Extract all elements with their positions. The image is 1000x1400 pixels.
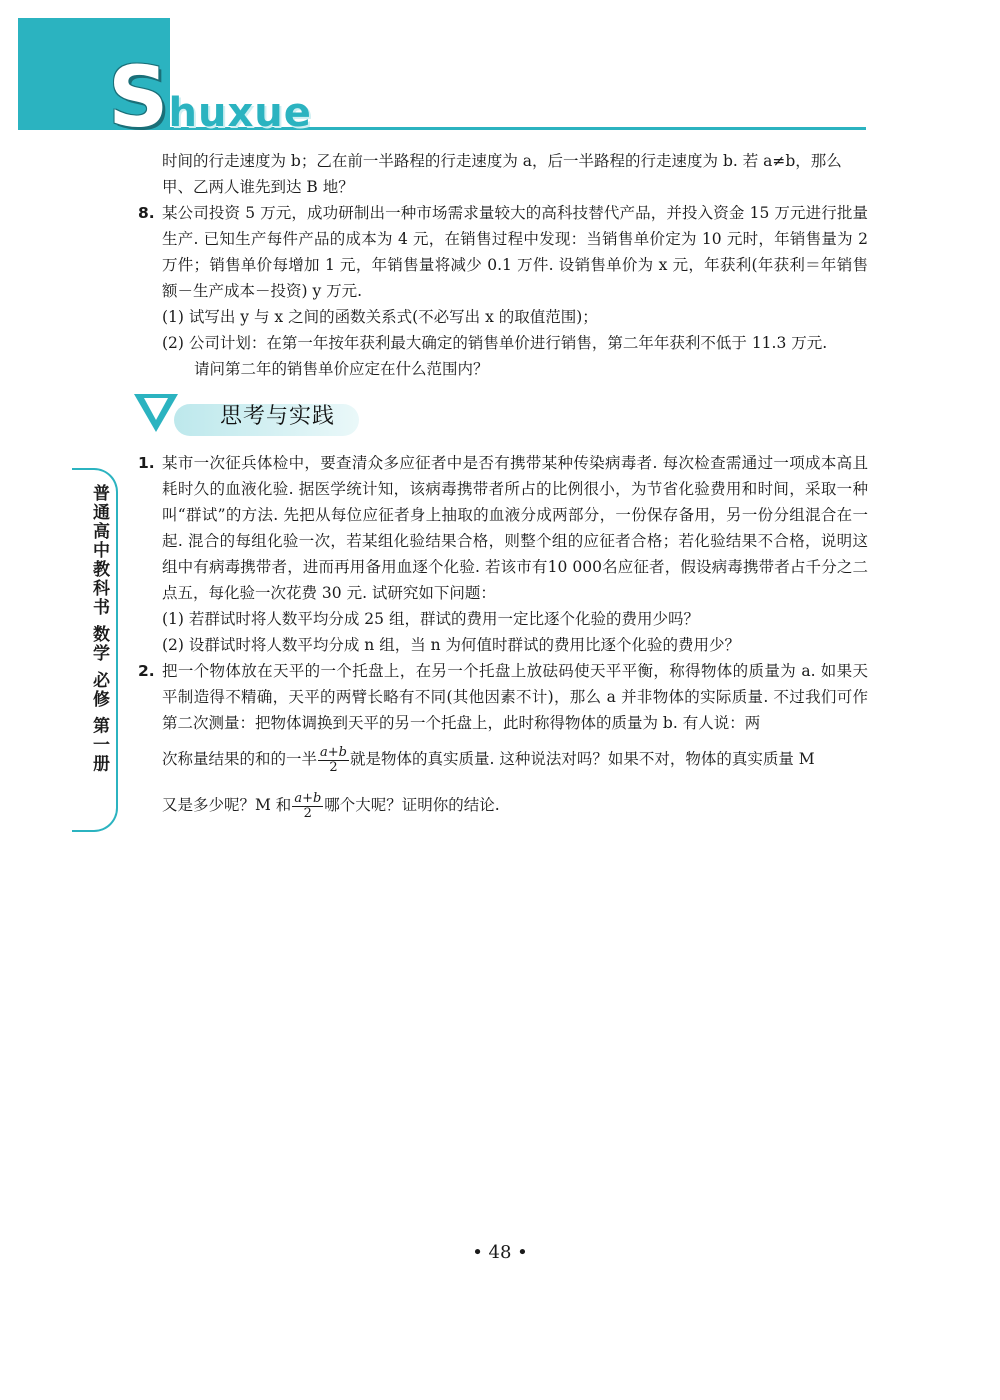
practice-text: 把一个物体放在天平的一个托盘上，在另一个托盘上放砝码使天平平衡，称得物体的质量为 a. 如果天平制造得不精确，天平的两臂长略有不同(其他因素不计)，那么 a 并非物体的实际质量. 不过我们可作第二次测量：把物体调换到天平的另一个托盘上，此时称得物体的质量为 b. 有人说：两: [162, 662, 868, 732]
main-content: [140, 148, 868, 828]
section-title: 思考与实践: [220, 404, 336, 429]
practice-2-line-b-end: 哪个大呢？证明你的结论.: [324, 796, 500, 814]
exercise-8-sub-2-cont: 请问第二年的销售单价应定在什么范围内？: [194, 360, 489, 378]
practice-2-line-a: [140, 736, 868, 782]
exercise-8-sub-2: (2) 公司计划：在第一年按年获利最大确定的销售单价进行销售，第二年年获利不低于 11.3 万元.: [162, 334, 828, 352]
fraction-numerator: a+b: [294, 790, 322, 806]
exercise-text: 某公司投资 5 万元，成功研制出一种市场需求量较大的高科技替代产品，并投入资金 15 万元进行批量生产. 已知生产每件产品的成本为 4 元，在销售过程中发现：当销售单价定为 10 元时，年销售量为 2 万件；销售单价每增加 1 元，年销售量将减少 0.1 万件. 设销售单价为 x 元，年获利(年获利＝年销售额－生产成本－投资) y 万元.: [162, 204, 868, 300]
sidebar-book-title: 普通高中教科书 数学 必修 第一册: [89, 484, 109, 774]
practice-2-line-a-start: 次称量结果的和的一半: [162, 750, 318, 768]
fraction-denominator: 2: [303, 805, 312, 821]
fraction-numerator: a+b: [320, 744, 347, 760]
practice-2-line-b: [140, 782, 868, 828]
practice-1-sub-1: (1) 若群试时将人数平均分成 25 组，群试的费用一定比逐个化验的费用少吗？: [162, 610, 699, 628]
logo-text: huxue: [168, 90, 312, 136]
page-number: • 48 •: [472, 1242, 528, 1263]
logo-letter-s: S: [108, 48, 169, 146]
banner-triangle-inner-icon: [144, 398, 168, 420]
fraction-denominator: 2: [329, 759, 338, 775]
practice-1: [140, 450, 868, 606]
practice-number: 2.: [138, 662, 155, 680]
exercise-number: 8.: [138, 204, 155, 222]
fraction-a-plus-b-over-2: [318, 746, 349, 775]
practice-2: [140, 658, 868, 736]
exercise-8-sub-1: (1) 试写出 y 与 x 之间的函数关系式(不必写出 x 的取值范围)；: [162, 308, 598, 326]
section-banner: [134, 394, 374, 440]
practice-1-sub-2: (2) 设群试时将人数平均分成 n 组，当 n 为何值时群试的费用比逐个化验的费用少？: [162, 636, 741, 654]
shuxue-logo: [108, 48, 312, 146]
practice-2-line-b-start: 又是多少呢？M 和: [162, 796, 292, 814]
fraction-a-plus-b-over-2: [292, 792, 323, 821]
prev-question-continuation-1: 时间的行走速度为 b；乙在前一半路程的行走速度为 a，后一半路程的行走速度为 b. 若 a≠b，那么: [162, 152, 842, 170]
practice-number: 1.: [138, 454, 155, 472]
practice-text: 某市一次征兵体检中，要查清众多应征者中是否有携带某种传染病毒者. 每次检查需通过一项成本高且耗时久的血液化验. 据医学统计知，该病毒携带者所占的比例很小，为节省化验费用和时间，采取一种叫“群试”的方法. 先把从每位应征者身上抽取的血液分成两部分，一份保存备用，另一份分组混合在一起. 混合的每组化验一次，若某组化验结果合格，则整个组的应征者合格；若化验结果不合格，说明这组中有病毒携带者，进而再用备用血逐个化验. 若该市有10 000名应征者，假设病毒携带者占千分之二点五，每化验一次花费 30 元. 试研究如下问题：: [162, 454, 868, 602]
exercise-8: [140, 200, 868, 304]
prev-question-continuation-2: 甲、乙两人谁先到达 B 地？: [162, 178, 354, 196]
practice-2-line-a-end: 就是物体的真实质量. 这种说法对吗？如果不对，物体的真实质量 M: [349, 750, 815, 768]
